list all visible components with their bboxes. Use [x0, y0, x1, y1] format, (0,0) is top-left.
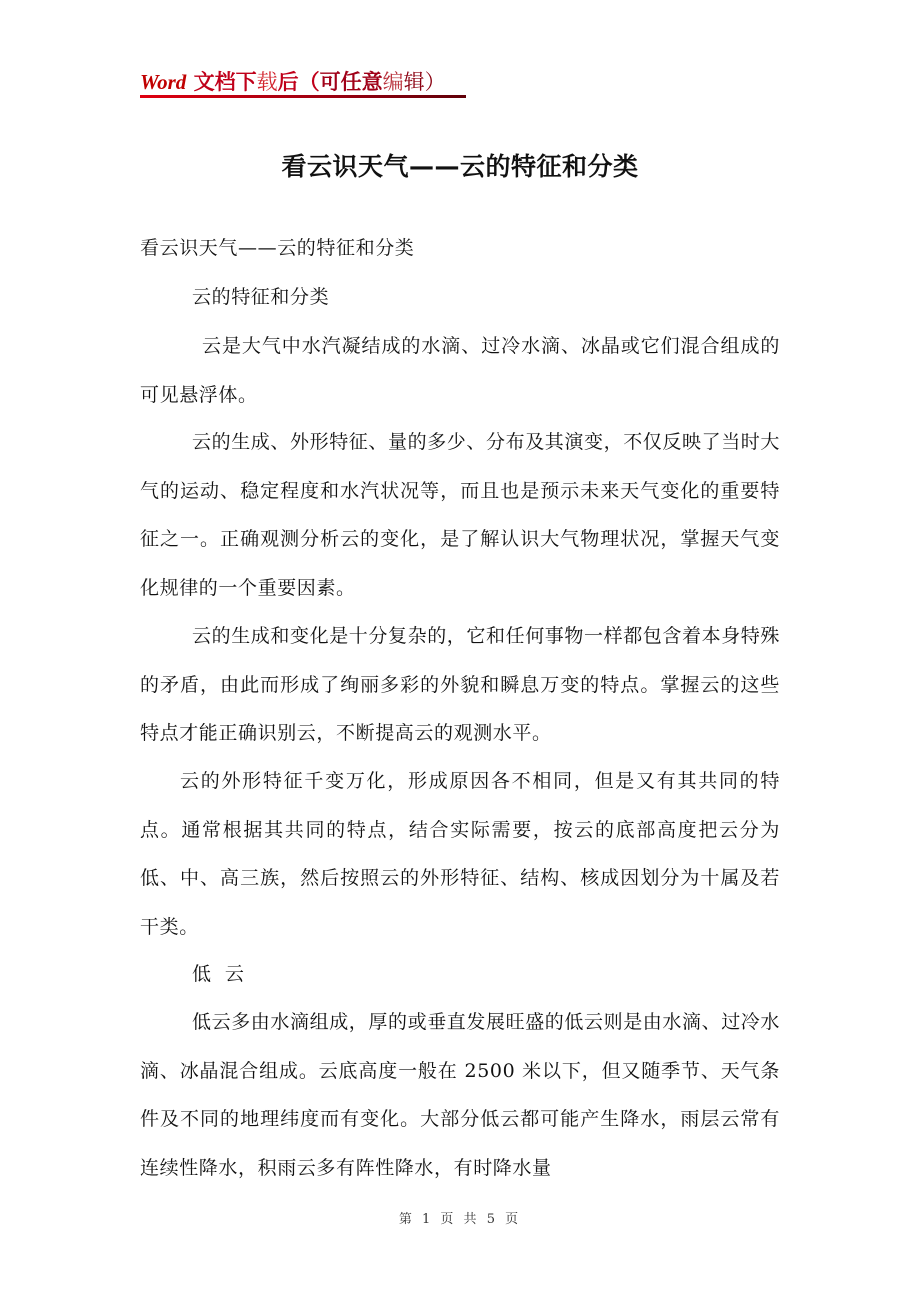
paragraph-low-cloud-description: 低云多由水滴组成，厚的或垂直发展旺盛的低云则是由水滴、过冷水滴、冰晶混合组成。云底高度一般在 2500 米以下，但又随季节、天气条件及不同的地理纬度而有变化。大部分低云都可能产生降水，雨层云常有连续性降水，积雨云多有阵性降水，有时降水量: [140, 1011, 781, 1179]
banner-segment: 后（: [277, 70, 320, 94]
banner-segment: 文档下: [186, 70, 257, 94]
banner-underline: [140, 95, 466, 98]
paragraph-subtitle: 看云识天气——云的特征和分类: [140, 237, 415, 259]
page-number: 第 1 页 共 5 页: [398, 1212, 522, 1227]
banner-segment: 编: [382, 70, 404, 94]
paragraph-classification: 云的外形特征千变万化，形成原因各不相同，但是又有其共同的特点。通常根据其共同的特点，结合实际需要，按云的底部高度把云分为低、中、高三族，然后按照云的外形特征、结构、核成因划分为十属及若干类。: [140, 770, 780, 938]
paragraph-significance: 云的生成、外形特征、量的多少、分布及其演变，不仅反映了当时大气的运动、稳定程度和水汽状况等，而且也是预示未来天气变化的重要特征之一。正确观测分析云的变化，是了解认识大气物理状况，掌握天气变化规律的一个重要因素。: [140, 431, 781, 599]
paragraph-low-cloud-heading: 低 云: [192, 963, 245, 985]
banner-segment: 可任意: [319, 70, 383, 94]
banner-segment: 辑）: [403, 70, 446, 94]
banner-word: Word: [140, 70, 187, 94]
paragraph-definition: 云是大气中水汽凝结成的水滴、过冷水滴、冰晶或它们混合组成的可见悬浮体。: [140, 335, 780, 406]
paragraph-complexity: 云的生成和变化是十分复杂的，它和任何事物一样都包含着本身特殊的矛盾，由此而形成了绚丽多彩的外貌和瞬息万变的特点。掌握云的这些特点才能正确识别云，不断提高云的观测水平。: [140, 625, 781, 745]
banner-segment: 载: [256, 70, 278, 94]
document-title: 看云识天气——云的特征和分类: [281, 152, 639, 181]
download-banner[interactable]: [140, 66, 446, 98]
paragraph-section-heading: 云的特征和分类: [192, 286, 330, 308]
